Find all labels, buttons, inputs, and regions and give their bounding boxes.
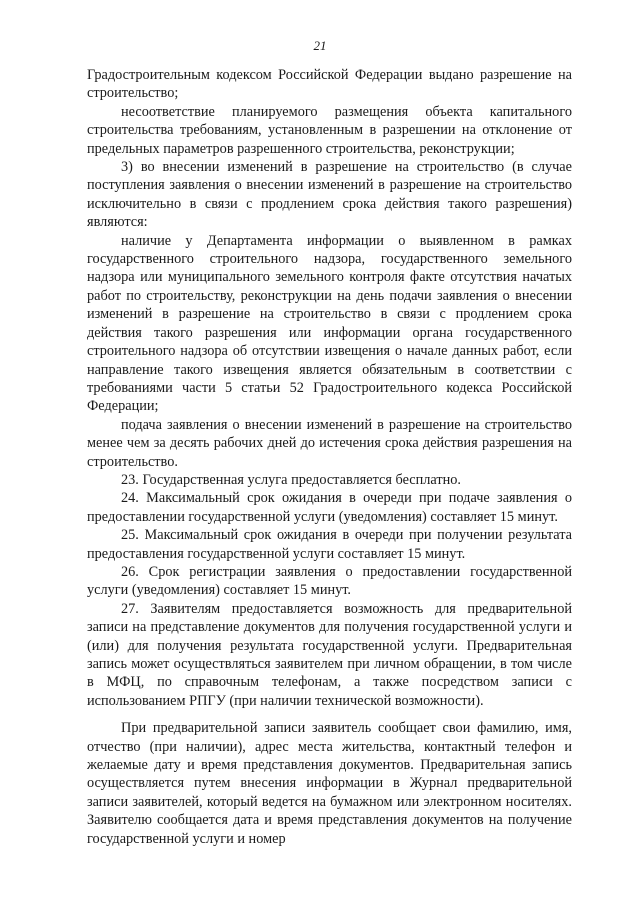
document-body [87, 66, 572, 848]
paragraph: 27. Заявителям предоставляется возможность для предварительной записи на представление документов для получения государственной услуги и (или) для получения результата государственной услуги. Предварительная запись может осуществляться заявителем при личном обращении, в том числе в МФЦ, по справочным телефонам, а также посредством записи с использованием РПГУ (при наличии технической возможности). [87, 600, 572, 709]
paragraph: 26. Срок регистрации заявления о предоставлении государственной услуги (уведомления) составляет 15 минут. [87, 563, 572, 599]
paragraph: Градостроительным кодексом Российской Федерации выдано разрешение на строительство; [87, 67, 572, 102]
paragraph: При предварительной записи заявитель сообщает свои фамилию, имя, отчество (при наличии), адрес места жительства, контактный телефон и желаемые дату и время представления документов. Предварительная запись осуществляется путем внесения информации в Журнал предварительной записи заявителей, который ведется на бумажном или электронном носителях. Заявителю сообщается дата и время представления документов на получение государственной услуги и номер [87, 720, 572, 847]
paragraph: 24. Максимальный срок ожидания в очереди при подаче заявления о предоставлении государственной услуги (уведомления) составляет 15 минут. [87, 490, 572, 525]
paragraph: несоответствие планируемого размещения объекта капитального строительства требованиям, установленным в разрешении на отклонение от предельных параметров разрешенного строительства, реконструкции; [87, 103, 572, 157]
paragraph: 25. Максимальный срок ожидания в очереди при получении результата предоставления государственной услуги составляет 15 минут. [87, 527, 572, 562]
paragraph: 23. Государственная услуга предоставляется бесплатно. [121, 471, 461, 488]
paragraph: наличие у Департамента информации о выявленном в рамках государственного строительного надзора, государственного земельного надзора или муниципального земельного контроля факте отсутствия начатых работ по строительству, реконструкции на день подачи заявления о внесении изменений в разрешение на строительство в связи с продлением срока действия такого разрешения или информации органа государственного строительного надзора об отсутствии извещения о начале данных работ, если направление такого извещения является обязательным в соответствии с требованиями части 5 статьи 52 Градостроительного кодекса Российской Федерации; [87, 232, 572, 415]
page-number: 21 [313, 38, 327, 53]
paragraph: подача заявления о внесении изменений в разрешение на строительство менее чем за десять рабочих дней до истечения срока действия разрешения на строительство. [87, 416, 572, 470]
paragraph: 3) во внесении изменений в разрешение на строительство (в случае поступления заявления о внесении изменений в разрешение на строительство исключительно в связи с продлением срока действия такого разрешения) являются: [87, 159, 572, 231]
